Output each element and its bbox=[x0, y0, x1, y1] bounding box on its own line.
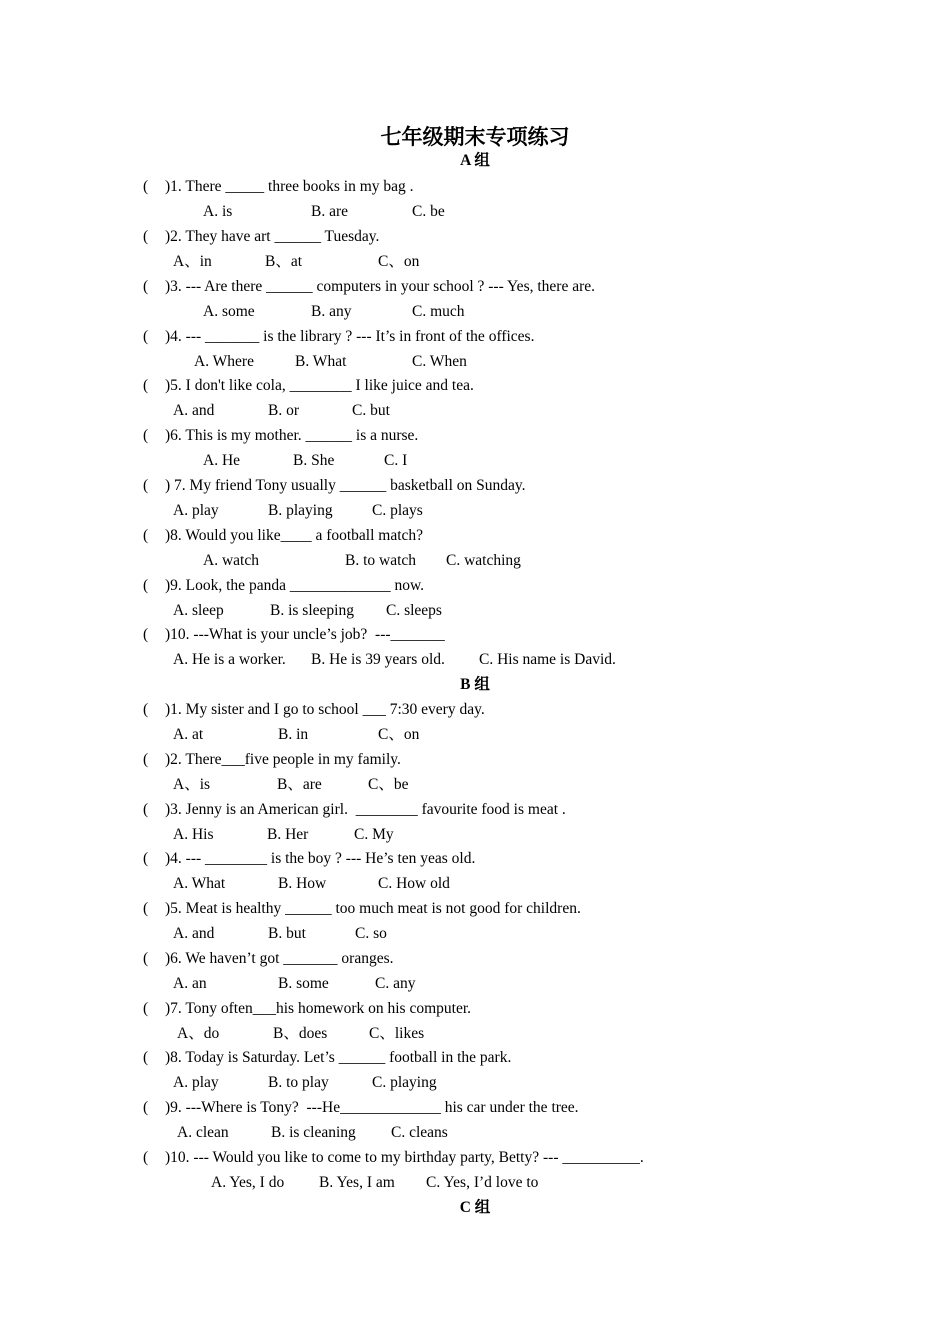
question-text: )6. We haven’t got _______ oranges. bbox=[165, 950, 394, 967]
option-a: A、is bbox=[173, 776, 211, 793]
answer-paren: ( bbox=[143, 1049, 149, 1066]
question-text: )2. They have art ______ Tuesday. bbox=[165, 228, 380, 245]
option-b: B. How bbox=[278, 875, 327, 892]
option-a: A. watch bbox=[203, 552, 259, 569]
option-a: A. His bbox=[173, 826, 214, 843]
option-c: C. sleeps bbox=[386, 602, 442, 619]
answer-paren: ( bbox=[143, 228, 149, 245]
option-c: C. much bbox=[412, 303, 465, 320]
answer-paren: ( bbox=[143, 377, 149, 394]
question-text: )5. Meat is healthy ______ too much meat is not good for children. bbox=[165, 900, 581, 917]
answer-paren: ( bbox=[143, 527, 149, 544]
option-c: C、likes bbox=[369, 1025, 425, 1042]
option-b: B. playing bbox=[268, 502, 333, 519]
option-c: C. When bbox=[412, 353, 467, 370]
option-a: A. play bbox=[173, 1074, 219, 1091]
question-text: )7. Tony often___his homework on his computer. bbox=[165, 1000, 472, 1017]
option-c: C. playing bbox=[372, 1074, 437, 1091]
group-b-heading: B 组 bbox=[460, 676, 490, 693]
question-text: )8. Would you like____ a football match? bbox=[165, 527, 424, 544]
answer-paren: ( bbox=[143, 850, 149, 867]
option-c: C、on bbox=[378, 726, 420, 743]
answer-paren: ( bbox=[143, 477, 149, 494]
option-a: A. sleep bbox=[173, 602, 224, 619]
answer-paren: ( bbox=[143, 577, 149, 594]
question-text: )10. ---What is your uncle’s job? ---_______ bbox=[165, 626, 445, 643]
option-b: B. are bbox=[311, 203, 349, 220]
option-b: B. to play bbox=[268, 1074, 329, 1091]
option-c: C. His name is David. bbox=[479, 651, 616, 668]
question-text: ) 7. My friend Tony usually ______ basketball on Sunday. bbox=[165, 477, 526, 494]
answer-paren: ( bbox=[143, 1000, 149, 1017]
answer-paren: ( bbox=[143, 950, 149, 967]
answer-paren: ( bbox=[143, 328, 149, 345]
option-a: A. Yes, I do bbox=[211, 1174, 285, 1191]
question-text: )8. Today is Saturday. Let’s ______ football in the park. bbox=[165, 1049, 512, 1066]
page-title: 七年级期末专项练习 bbox=[380, 125, 570, 149]
option-b: B. in bbox=[278, 726, 309, 743]
option-b: B、are bbox=[277, 776, 322, 793]
option-b: B. or bbox=[268, 402, 299, 419]
option-b: B. is sleeping bbox=[270, 602, 354, 619]
option-b: B. but bbox=[268, 925, 306, 942]
answer-paren: ( bbox=[143, 427, 149, 444]
option-c: C、be bbox=[368, 776, 409, 793]
option-a: A. and bbox=[173, 402, 215, 419]
answer-paren: ( bbox=[143, 801, 149, 818]
question-text: )2. There___five people in my family. bbox=[165, 751, 401, 768]
answer-paren: ( bbox=[143, 751, 149, 768]
option-b: B. Her bbox=[267, 826, 309, 843]
option-a: A、do bbox=[177, 1025, 220, 1042]
question-text: )4. --- _______ is the library ? --- It’s in front of the offices. bbox=[165, 328, 535, 345]
option-a: A. an bbox=[173, 975, 207, 992]
answer-paren: ( bbox=[143, 1099, 149, 1116]
answer-paren: ( bbox=[143, 900, 149, 917]
option-a: A. play bbox=[173, 502, 219, 519]
option-a: A. Where bbox=[194, 353, 254, 370]
group-c-heading: C 组 bbox=[459, 1199, 491, 1216]
question-text: )9. ---Where is Tony? ---He_____________ his car under the tree. bbox=[165, 1099, 579, 1116]
option-c: C. but bbox=[352, 402, 390, 419]
answer-paren: ( bbox=[143, 626, 149, 643]
option-a: A. some bbox=[203, 303, 255, 320]
option-c: C. plays bbox=[372, 502, 423, 519]
option-a: A. is bbox=[203, 203, 233, 220]
option-c: C. My bbox=[354, 826, 394, 843]
option-a: A. at bbox=[173, 726, 204, 743]
answer-paren: ( bbox=[143, 278, 149, 295]
option-b: B、at bbox=[265, 253, 303, 270]
question-text: )3. Jenny is an American girl. ________ favourite food is meat . bbox=[165, 801, 566, 818]
option-b: B. any bbox=[311, 303, 352, 320]
option-a: A. What bbox=[173, 875, 226, 892]
group-a-heading: A 组 bbox=[460, 152, 490, 169]
option-c: C. any bbox=[375, 975, 416, 992]
answer-paren: ( bbox=[143, 701, 149, 718]
option-b: B. Yes, I am bbox=[319, 1174, 395, 1191]
option-a: A、in bbox=[173, 253, 212, 270]
question-text: )4. --- ________ is the boy ? --- He’s ten yeas old. bbox=[165, 850, 476, 867]
question-text: )3. --- Are there ______ computers in your school ? --- Yes, there are. bbox=[165, 278, 595, 295]
option-c: C. watching bbox=[446, 552, 521, 569]
option-a: A. and bbox=[173, 925, 215, 942]
answer-paren: ( bbox=[143, 178, 149, 195]
question-text: )1. There _____ three books in my bag . bbox=[165, 178, 414, 195]
option-b: B、does bbox=[273, 1025, 328, 1042]
option-b: B. is cleaning bbox=[271, 1124, 356, 1141]
question-text: )9. Look, the panda _____________ now. bbox=[165, 577, 425, 594]
question-text: )5. I don't like cola, ________ I like juice and tea. bbox=[165, 377, 474, 394]
option-c: C. so bbox=[355, 925, 387, 942]
option-c: C. How old bbox=[378, 875, 450, 892]
option-b: B. She bbox=[293, 452, 335, 469]
question-text: )10. --- Would you like to come to my birthday party, Betty? --- __________. bbox=[165, 1149, 644, 1166]
question-text: )1. My sister and I go to school ___ 7:30 every day. bbox=[165, 701, 485, 718]
option-b: B. some bbox=[278, 975, 329, 992]
option-c: C、on bbox=[378, 253, 420, 270]
option-a: A. He bbox=[203, 452, 241, 469]
option-c: C. be bbox=[412, 203, 445, 220]
option-b: B. What bbox=[295, 353, 347, 370]
option-a: A. He is a worker. bbox=[173, 651, 286, 668]
option-c: C. I bbox=[384, 452, 408, 469]
option-b: B. He is 39 years old. bbox=[311, 651, 445, 668]
option-a: A. clean bbox=[177, 1124, 229, 1141]
option-b: B. to watch bbox=[345, 552, 417, 569]
option-c: C. Yes, I’d love to bbox=[426, 1174, 539, 1191]
option-c: C. cleans bbox=[391, 1124, 448, 1141]
question-text: )6. This is my mother. ______ is a nurse. bbox=[165, 427, 419, 444]
answer-paren: ( bbox=[143, 1149, 149, 1166]
